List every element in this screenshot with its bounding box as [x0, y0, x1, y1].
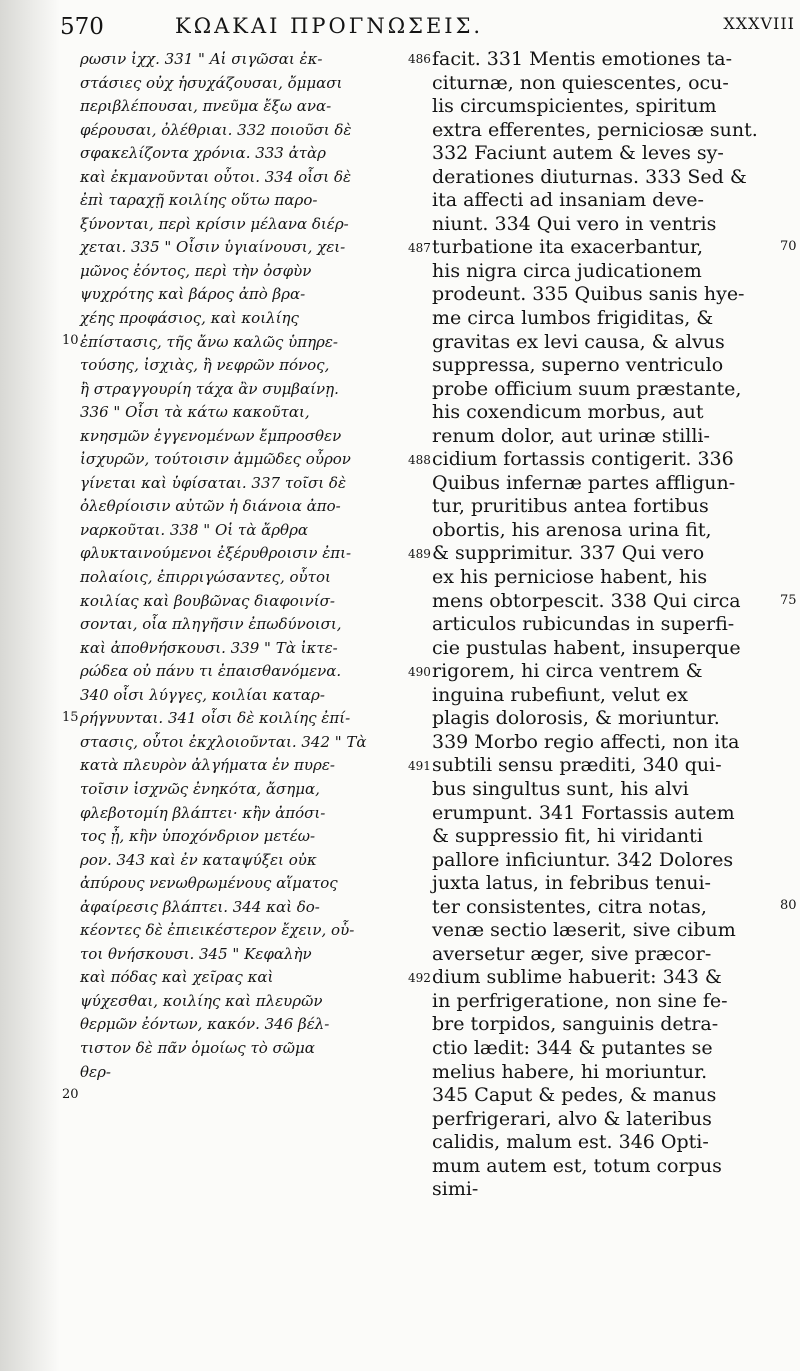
running-header [60, 8, 795, 48]
greek-text-line: καὶ ἐκμανοῦνται οὗτοι. 334 οἷσι δὲ [80, 167, 352, 186]
section-number: XXXVIII [723, 14, 795, 33]
latin-text-line: aversetur æger, sive præcor- [432, 942, 712, 965]
greek-text-line: φλυκταινούμενοι ἐξέρυθροισιν ἐπι- [80, 544, 352, 563]
greek-text-line: κνησμῶν ἐγγενομένων ἔμπροσθεν [80, 426, 342, 445]
latin-text-line: probe officium suum præstante, [432, 377, 742, 400]
latin-text-line: tur, pruritibus antea fortibus [432, 495, 709, 518]
line-number-15: 15 [62, 710, 79, 725]
latin-text-line: cidium fortassis contigerit. 336 [432, 448, 734, 471]
greek-text-line: καὶ ἀποθνήσκουσι. 339 " Τὰ ἰκτε- [80, 638, 338, 657]
latin-text-line: articulos rubicundas in superfi- [432, 613, 735, 636]
greek-text-line: πολαίοις, ἐπιρριγώσαντες, οὗτοι [80, 568, 331, 587]
latin-text-line: pallore inficiuntur. 342 Dolores [432, 848, 734, 871]
latin-text-line: 332 Faciunt autem & leves sy- [432, 142, 724, 165]
greek-text-line: 336 " Οἷσι τὰ κάτω κακοῦται, [80, 403, 310, 422]
greek-text-line: ρωσιν ἰχχ. 331 " Αἱ σιγῶσαι ἐκ- [80, 50, 323, 68]
page-gutter-shadow [0, 0, 60, 1371]
greek-text-line: φέρουσαι, ὀλέθριαι. 332 ποιοῦσι δὲ [80, 120, 352, 139]
latin-text-line: rigorem, hi circa ventrem & [432, 660, 703, 683]
latin-text-line: his coxendicum morbus, aut [432, 401, 704, 424]
greek-text-line: ξύνονται, περὶ κρίσιν μέλανα διέρ- [80, 214, 349, 233]
latin-text-line: citurnæ, non quiescentes, ocu- [432, 71, 729, 94]
latin-text-line: subtili sensu præditi, 340 qui- [432, 754, 722, 777]
greek-text-line: σονται, οἷα πληγῆσιν ἐπωδύνοισι, [80, 615, 342, 634]
greek-text-line: ἀφαίρεσις βλάπτει. 344 καὶ δο- [80, 897, 320, 916]
latin-text-line: Quibus infernæ partes affligun- [432, 471, 736, 494]
greek-text-line: τος ᾖ, κἢν ὑποχόνδριον μετέω- [80, 827, 316, 846]
latin-text-line: me circa lumbos frigiditas, & [432, 307, 714, 330]
greek-text-line: στάσιες οὐχ ἡσυχάζουσαι, ὄμμασι [80, 73, 343, 92]
line-number-75: 75 [780, 593, 797, 608]
line-number-20: 20 [62, 1087, 79, 1102]
line-number-80: 80 [780, 898, 797, 913]
latin-text-line: bus singultus sunt, his alvi [432, 777, 689, 800]
greek-text-line: στασις, οὗτοι ἐκχλοιοῦνται. 342 " Τὰ [80, 732, 367, 751]
latin-text-line: turbatione ita exacerbantur, [432, 236, 704, 259]
latin-text-line: juxta latus, in febribus tenui- [432, 872, 711, 895]
running-title: ΚΩΑΚΑΙ ΠΡΟΓΝΩΣΕΙΣ. [175, 14, 484, 38]
latin-text-line: ter consistentes, citra notas, [432, 895, 707, 918]
latin-text-line: melius habere, hi moriuntur. [432, 1060, 708, 1083]
latin-text-line: venæ sectio læserit, sive cibum [432, 919, 736, 942]
latin-text-line: derationes diuturnas. 333 Sed & [432, 165, 747, 188]
greek-text-line: φλεβοτομίη βλάπτει· κἢν ἀπόσι- [80, 803, 326, 822]
greek-text-line: περιβλέπουσαι, πνεῦμα ἔξω ανα- [80, 97, 332, 116]
latin-text-line: his nigra circa judicationem [432, 259, 702, 282]
greek-text-line: ἐπίστασις, τῆς ἄνω καλῶς ὑπηρε- [80, 332, 338, 351]
margin-number-487: 487 [408, 241, 431, 255]
latin-text-line: lis circumspicientes, spiritum [432, 95, 717, 118]
latin-text-line: bre torpidos, sanguinis detra- [432, 1013, 719, 1036]
latin-text-line: & supprimitur. 337 Qui vero [432, 542, 705, 565]
latin-text-line: 345 Caput & pedes, & manus [432, 1084, 717, 1107]
greek-text-line: τιστον δὲ πᾶν ὁμοίως τὸ σῶμα [80, 1038, 315, 1057]
margin-number-490: 490 [408, 665, 431, 679]
latin-text-line: erumpunt. 341 Fortassis autem [432, 801, 735, 824]
latin-text-line: dium sublime habuerit: 343 & [432, 966, 722, 989]
latin-text-line: renum dolor, aut urinæ stilli- [432, 424, 710, 447]
latin-text-line: inguina rubefiunt, velut ex [432, 683, 688, 706]
latin-text-line: in perfrigeratione, non sine fe- [432, 989, 728, 1012]
latin-text-line: suppressa, superno ventriculo [432, 354, 724, 377]
latin-text-line: calidis, malum est. 346 Opti- [432, 1131, 709, 1154]
greek-text-line: ἢ στραγγουρίη τάχα ἂν συμβαίνῃ. [80, 379, 339, 398]
latin-text-line: mum autem est, totum corpus [432, 1154, 722, 1177]
latin-text-line: gravitas ex levi causa, & alvus [432, 330, 725, 353]
greek-text-line: ψύχεσθαι, κοιλίης καὶ πλευρῶν [80, 991, 323, 1010]
page-number: 570 [60, 14, 104, 40]
latin-text-line: cie pustulas habent, insuperque [432, 636, 741, 659]
greek-text-column [80, 48, 425, 1084]
greek-text-line: ρήγνυνται. 341 οἷσι δὲ κοιλίης ἐπί- [80, 709, 351, 728]
greek-text-line: 340 οἷσι λύγγες, κοιλίαι καταρ- [80, 685, 325, 704]
greek-text-line: κατὰ πλευρὸν ἀλγήματα ἐν πυρε- [80, 756, 335, 775]
line-number-70: 70 [780, 239, 797, 254]
latin-text-line: niunt. 334 Qui vero in ventris [432, 212, 717, 235]
greek-text-line: ἀπύρους νενωθρωμένους αἵματος [80, 874, 338, 893]
latin-text-line: mens obtorpescit. 338 Qui circa [432, 589, 741, 612]
latin-text-line: ita affecti ad insaniam deve- [432, 189, 704, 212]
greek-text-line: σφακελίζοντα χρόνια. 333 ἀτὰρ [80, 144, 326, 163]
margin-number-488: 488 [408, 453, 431, 467]
greek-text-line: τούσης, ἰσχιὰς, ἢ νεφρῶν πόνος, [80, 356, 330, 375]
greek-text-line: τοῖσιν ἰσχνῶς ἐνηκότα, ἄσημα, [80, 779, 320, 798]
greek-text-line: θερ- [80, 1062, 111, 1081]
greek-text-line: χέης προφάσιος, καὶ κοιλίης [80, 309, 299, 328]
margin-number-489: 489 [408, 547, 431, 561]
latin-text-line: plagis dolorosis, & moriuntur. [432, 707, 720, 730]
greek-text-line: καὶ πόδας καὶ χεῖρας καὶ [80, 968, 274, 987]
latin-text-line: 339 Morbo regio affecti, non ita [432, 730, 740, 753]
greek-text-line: γίνεται καὶ ὑφίσαται. 337 τοῖσι δὲ [80, 473, 347, 492]
greek-text-line: τοι θνήσκουσι. 345 " Κεφαλὴν [80, 944, 312, 963]
greek-text-line: χεται. 335 " Οἷσιν ὑγιαίνουσι, χει- [80, 238, 346, 257]
line-number-10: 10 [62, 333, 79, 348]
latin-text-line: perfrigerari, alvo & lateribus [432, 1107, 712, 1130]
margin-number-486: 486 [408, 52, 431, 66]
greek-text-line: κέοντες δὲ ἐπιεικέστερον ἔχειν, οὗ- [80, 921, 355, 940]
greek-text-line: μῶνος ἐόντος, περὶ τὴν ὀσφὺν [80, 261, 312, 280]
greek-text-line: θερμῶν ἐόντων, κακόν. 346 βέλ- [80, 1015, 330, 1034]
greek-text-line: κοιλίας καὶ βουβῶνας διαφοινίσ- [80, 591, 335, 610]
greek-text-line: ἰσχυρῶν, τούτοισιν ἀμμῶδες οὖρον [80, 450, 351, 469]
latin-text-line: ex his perniciose habent, his [432, 566, 708, 589]
greek-text-line: ναρκοῦται. 338 " Οἱ τὰ ἄρθρα [80, 520, 309, 539]
latin-text-line: ctio lædit: 344 & putantes se [432, 1036, 713, 1059]
greek-text-line: ψυχρότης καὶ βάρος ἀπὸ βρα- [80, 285, 306, 304]
greek-text-line: ἐπὶ ταραχῇ κοιλίης οὕτω παρο- [80, 191, 318, 210]
latin-text-line: simi- [432, 1178, 479, 1201]
margin-number-492: 492 [408, 971, 431, 985]
margin-number-491: 491 [408, 759, 431, 773]
greek-text-line: ὀλεθρίοισιν αὐτῶν ἡ διάνοια ἀπο- [80, 497, 341, 516]
latin-text-line: & suppressio fit, hi viridanti [432, 825, 703, 848]
greek-text-line: ρον. 343 καὶ ἐν καταψύξει οὐκ [80, 850, 317, 869]
latin-text-line: facit. 331 Mentis emotiones ta- [432, 48, 733, 70]
latin-text-column [432, 48, 794, 1202]
latin-text-line: extra efferentes, perniciosæ sunt. [432, 118, 758, 141]
latin-text-line: obortis, his arenosa urina fit, [432, 518, 712, 541]
greek-text-line: ρώδεα οὐ πάνυ τι ἐπαισθανόμενα. [80, 662, 342, 681]
latin-text-line: prodeunt. 335 Quibus sanis hye- [432, 283, 745, 306]
